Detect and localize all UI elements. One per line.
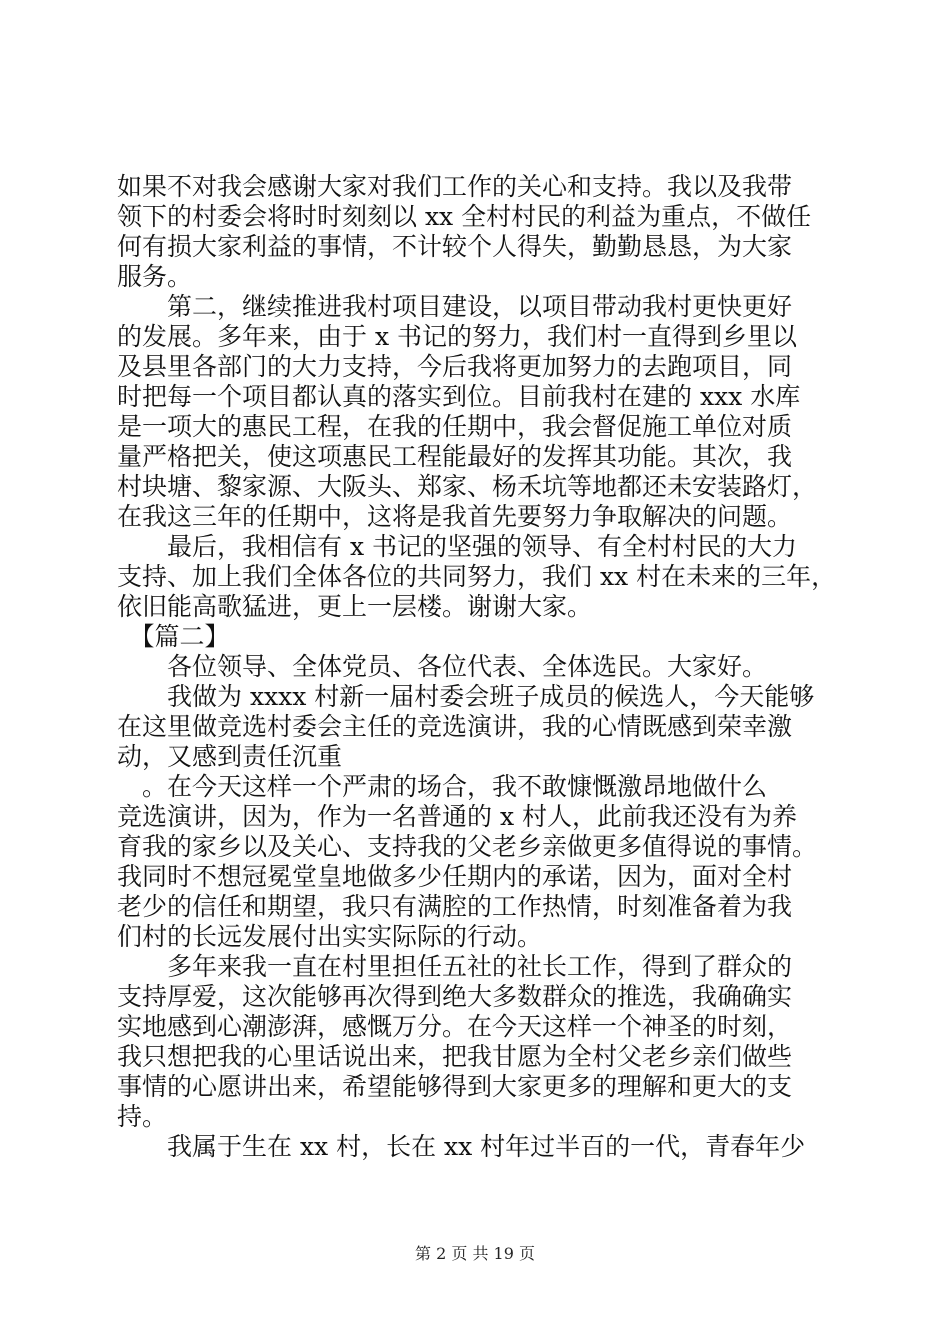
text-line: 的发展。多年来，由于 x 书记的努力，我们村一直得到乡里以 (117, 322, 797, 351)
text-line: 及县里各部门的大力支持，今后我将更加努力的去跑项目，同 (117, 352, 793, 381)
text-line: 各位领导、全体党员、各位代表、全体选民。大家好。 (117, 652, 768, 681)
text-line: 领下的村委会将时时刻刻以 xx 全村村民的利益为重点，不做任 (117, 202, 812, 231)
text-line: 竞选演讲，因为，作为一名普通的 x 村人，此前我还没有为养 (117, 802, 797, 831)
text-line: 育我的家乡以及关心、支持我的父老乡亲做更多值得说的事情。 (117, 832, 818, 861)
text-line: 我属于生在 xx 村，长在 xx 村年过半百的一代，青春年少 (117, 1132, 806, 1161)
text-line: 最后，我相信有 x 书记的坚强的领导、有全村村民的大力 (117, 532, 797, 561)
text-line: 在这里做竞选村委会主任的竞选演讲，我的心情既感到荣幸激 (117, 712, 793, 741)
text-line: 依旧能高歌猛进，更上一层楼。谢谢大家。 (117, 592, 593, 621)
text-line: 在我这三年的任期中，这将是我首先要努力争取解决的问题。 (117, 502, 793, 531)
text-line: 何有损大家利益的事情，不计较个人得失，勤勤恳恳，为大家 (117, 232, 793, 261)
text-line: 我做为 xxxx 村新一届村委会班子成员的候选人，今天能够 (117, 682, 815, 711)
text-line: 村块塘、黎家源、大阪头、郑家、杨禾坑等地都还未安装路灯， (117, 472, 818, 501)
text-line: 时把每一个项目都认真的落实到位。目前我村在建的 xxx 水库 (117, 382, 801, 411)
text-line: 是一项大的惠民工程，在我的任期中，我会督促施工单位对质 (117, 412, 793, 441)
text-line: 支持厚爱，这次能够再次得到绝大多数群众的推选，我确确实 (117, 982, 793, 1011)
text-line: 事情的心愿讲出来，希望能够得到大家更多的理解和更大的支 (117, 1072, 793, 1101)
text-line: 量严格把关，使这项惠民工程能最好的发挥其功能。其次，我 (117, 442, 793, 471)
text-line: 动，又感到责任沉重 (117, 742, 343, 771)
text-line: 如果不对我会感谢大家对我们工作的关心和支持。我以及我带 (117, 172, 793, 201)
text-line: 多年来我一直在村里担任五社的社长工作，得到了群众的 (117, 952, 793, 981)
page-footer: 第 2 页 共 19 页 (415, 1244, 535, 1263)
text-line: 支持、加上我们全体各位的共同努力，我们 xx 村在未来的三年， (117, 562, 837, 591)
text-line: 们村的长远发展付出实实际际的行动。 (117, 922, 543, 951)
body-text (117, 172, 837, 1162)
text-line: 我同时不想冠冕堂皇地做多少任期内的承诺，因为，面对全村 (117, 862, 793, 891)
text-line: 服务。 (117, 262, 193, 291)
text-line: 我只想把我的心里话说出来，把我甘愿为全村父老乡亲们做些 (117, 1042, 793, 1071)
text-line: 持。 (117, 1102, 168, 1131)
text-line: 老少的信任和期望，我只有满腔的工作热情，时刻准备着为我 (117, 892, 793, 921)
text-line: 【篇二】 (117, 622, 230, 651)
text-line: 第二，继续推进我村项目建设，以项目带动我村更快更好 (117, 292, 793, 321)
text-line: 。在今天这样一个严肃的场合，我不敢慷慨激昂地做什么 (117, 772, 768, 801)
text-line: 实地感到心潮澎湃，感慨万分。在今天这样一个神圣的时刻， (117, 1012, 793, 1041)
